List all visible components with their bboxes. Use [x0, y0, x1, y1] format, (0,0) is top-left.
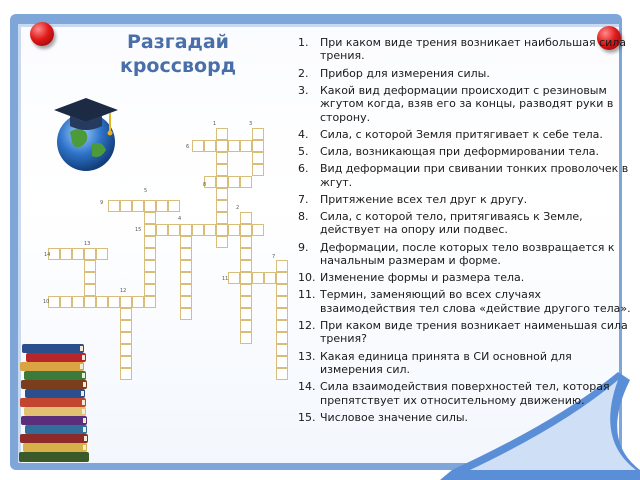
clue-text: Прибор для измерения силы. — [320, 66, 490, 80]
crossword-cell[interactable] — [180, 308, 192, 320]
clue-number: 10. — [298, 271, 316, 285]
crossword-cell[interactable] — [276, 296, 288, 308]
clue-item — [298, 145, 638, 158]
crossword-cell[interactable] — [84, 248, 96, 260]
crossword-title — [118, 30, 238, 78]
crossword-cell[interactable] — [72, 296, 84, 308]
crossword-cell[interactable] — [204, 224, 216, 236]
crossword-cell[interactable] — [216, 128, 228, 140]
crossword-cell[interactable] — [120, 296, 132, 308]
book-stack-icon — [16, 340, 96, 472]
crossword-cell[interactable] — [240, 212, 252, 224]
crossword-cell[interactable] — [180, 296, 192, 308]
crossword-cell[interactable] — [216, 140, 228, 152]
clue-text: Сила, возникающая при деформировании тела. — [320, 145, 599, 159]
crossword-cell[interactable] — [276, 260, 288, 272]
crossword-cell[interactable] — [240, 176, 252, 188]
pushpin-icon — [30, 22, 54, 46]
crossword-cell[interactable] — [96, 248, 108, 260]
clue-item — [298, 411, 638, 424]
crossword-cell[interactable] — [240, 332, 252, 344]
crossword-cell[interactable] — [216, 176, 228, 188]
crossword-cell[interactable] — [144, 248, 156, 260]
crossword-cell[interactable] — [252, 140, 264, 152]
crossword-cell[interactable] — [276, 332, 288, 344]
clue-text: Сила, с которой Земля притягивает к себе тела. — [320, 127, 603, 141]
clue-number: 2. — [298, 66, 309, 80]
crossword-cell[interactable] — [240, 308, 252, 320]
clue-item — [298, 241, 638, 268]
crossword-number: 5 — [144, 188, 148, 194]
crossword-cell[interactable] — [144, 260, 156, 272]
clue-number: 6. — [298, 162, 309, 176]
crossword-cell[interactable] — [60, 248, 72, 260]
clue-item — [298, 271, 638, 284]
title-line-2: кроссворд — [119, 55, 237, 77]
crossword-cell[interactable] — [204, 140, 216, 152]
title-line-1: Разгадай — [126, 31, 229, 53]
crossword-cell[interactable] — [120, 200, 132, 212]
crossword-cell[interactable] — [156, 224, 168, 236]
clue-text: Сила, с которой тело, притягиваясь к Земле, действует на опору или подвес. — [320, 210, 583, 237]
clue-text: Какая единица принята в СИ основной для измерения сил. — [320, 349, 572, 377]
crossword-cell[interactable] — [120, 308, 132, 320]
crossword-cell[interactable] — [228, 140, 240, 152]
clue-number: 1. — [298, 36, 309, 49]
clue-number: 12. — [298, 319, 316, 333]
crossword-cell[interactable] — [120, 332, 132, 344]
crossword-cell[interactable] — [276, 308, 288, 320]
crossword-cell[interactable] — [228, 176, 240, 188]
crossword-number: 4 — [178, 216, 182, 222]
crossword-cell[interactable] — [276, 284, 288, 296]
crossword-cell[interactable] — [228, 224, 240, 236]
crossword-cell[interactable] — [228, 272, 240, 284]
clue-item — [298, 350, 638, 377]
crossword-number: 7 — [272, 254, 276, 260]
clue-text: При каком виде трения возникает наибольшая сила трения. — [320, 36, 627, 63]
crossword-cell[interactable] — [240, 224, 252, 236]
crossword-cell[interactable] — [144, 200, 156, 212]
crossword-cell[interactable] — [180, 224, 192, 236]
crossword-cell[interactable] — [84, 284, 96, 296]
crossword-cell[interactable] — [144, 284, 156, 296]
crossword-cell[interactable] — [156, 200, 168, 212]
crossword-cell[interactable] — [240, 320, 252, 332]
clue-text: Изменение формы и размера тела. — [320, 271, 525, 285]
clue-item — [298, 67, 638, 80]
crossword-cell[interactable] — [144, 212, 156, 224]
clue-text: Сила взаимодействия поверхностей тел, которая препятствует их относительному движению. — [320, 380, 610, 407]
crossword-number: 3 — [249, 121, 253, 127]
crossword-cell[interactable] — [252, 152, 264, 164]
crossword-cell[interactable] — [264, 272, 276, 284]
crossword-cell[interactable] — [240, 248, 252, 260]
crossword-cell[interactable] — [96, 296, 108, 308]
crossword-number: 9 — [100, 200, 104, 206]
crossword-number: 6 — [186, 144, 190, 150]
crossword-cell[interactable] — [240, 284, 252, 296]
crossword-cell[interactable] — [276, 356, 288, 368]
crossword-number: 1 — [213, 121, 217, 127]
crossword-cell[interactable] — [84, 260, 96, 272]
crossword-cell[interactable] — [216, 236, 228, 248]
clue-item — [298, 380, 638, 407]
clue-number: 11. — [298, 288, 316, 302]
crossword-cell[interactable] — [276, 320, 288, 332]
clue-number: 13. — [298, 349, 316, 363]
clue-item — [298, 210, 638, 237]
crossword-cell[interactable] — [180, 248, 192, 260]
clue-list — [298, 36, 638, 428]
crossword-cell[interactable] — [180, 260, 192, 272]
crossword-cell[interactable] — [108, 296, 120, 308]
clue-item — [298, 288, 638, 315]
crossword-number: 15 — [135, 227, 142, 233]
clue-number: 8. — [298, 210, 309, 224]
crossword-cell[interactable] — [144, 224, 156, 236]
clue-item — [298, 36, 638, 63]
clue-number: 15. — [298, 410, 316, 424]
crossword-cell[interactable] — [48, 296, 60, 308]
clue-number: 7. — [298, 192, 309, 206]
crossword-number: 10 — [43, 299, 50, 305]
clue-number: 5. — [298, 145, 309, 159]
clue-text: При каком виде трения возникает наименьшая сила трения? — [320, 319, 628, 346]
clue-item — [298, 162, 638, 189]
crossword-cell[interactable] — [144, 236, 156, 248]
crossword-cell[interactable] — [216, 164, 228, 176]
crossword-cell[interactable] — [132, 200, 144, 212]
crossword-cell[interactable] — [132, 296, 144, 308]
clue-text: Термин, заменяющий во всех случаях взаимодействия тел слова «действие другого тела». — [320, 288, 631, 315]
clue-item — [298, 193, 638, 206]
crossword-number: 14 — [44, 252, 51, 258]
crossword-cell[interactable] — [240, 140, 252, 152]
crossword-cell[interactable] — [144, 296, 156, 308]
crossword-number: 13 — [84, 241, 91, 247]
crossword-cell[interactable] — [216, 200, 228, 212]
crossword-cell[interactable] — [168, 200, 180, 212]
crossword-cell[interactable] — [180, 272, 192, 284]
crossword-cell[interactable] — [240, 236, 252, 248]
clue-text: Притяжение всех тел друг к другу. — [320, 192, 528, 206]
crossword-cell[interactable] — [240, 260, 252, 272]
crossword-cell[interactable] — [252, 164, 264, 176]
crossword-cell[interactable] — [252, 224, 264, 236]
crossword-cell[interactable] — [192, 224, 204, 236]
crossword-cell[interactable] — [216, 152, 228, 164]
crossword-cell[interactable] — [240, 272, 252, 284]
crossword-cell[interactable] — [216, 188, 228, 200]
crossword-cell[interactable] — [216, 212, 228, 224]
crossword-cell[interactable] — [72, 248, 84, 260]
crossword-cell[interactable] — [120, 356, 132, 368]
clue-number: 4. — [298, 127, 309, 141]
graduation-cap-globe-icon — [50, 92, 120, 174]
crossword-cell[interactable] — [108, 200, 120, 212]
crossword-cell[interactable] — [252, 128, 264, 140]
clue-text: Числовое значение силы. — [320, 410, 469, 424]
crossword-number: 8 — [203, 182, 207, 188]
clue-text: Деформации, после которых тело возвращается к начальным размерам и форме. — [320, 240, 615, 268]
crossword-number: 2 — [236, 205, 240, 211]
crossword-cell[interactable] — [144, 272, 156, 284]
crossword-cell[interactable] — [180, 284, 192, 296]
clue-item — [298, 319, 638, 346]
crossword-cell[interactable] — [120, 320, 132, 332]
crossword-number: 11 — [222, 276, 229, 282]
crossword-number: 12 — [120, 288, 127, 294]
clue-item — [298, 128, 638, 141]
crossword-cell[interactable] — [252, 272, 264, 284]
crossword-cell[interactable] — [84, 296, 96, 308]
crossword-cell[interactable] — [180, 236, 192, 248]
crossword-cell[interactable] — [168, 224, 180, 236]
crossword-cell[interactable] — [276, 272, 288, 284]
crossword-cell[interactable] — [84, 272, 96, 284]
crossword-cell[interactable] — [120, 368, 132, 380]
clue-text: Вид деформации при свивании тонких проволочек в жгут. — [320, 162, 629, 189]
crossword-cell[interactable] — [216, 224, 228, 236]
crossword-cell[interactable] — [192, 140, 204, 152]
crossword-cell[interactable] — [276, 368, 288, 380]
crossword-cell[interactable] — [60, 296, 72, 308]
clue-number: 9. — [298, 240, 309, 254]
clue-item — [298, 84, 638, 124]
clue-text: Какой вид деформации происходит с резиновым жгутом когда, взяв его за концы, разводят руки в сторону. — [320, 83, 614, 124]
crossword-cell[interactable] — [120, 344, 132, 356]
clue-number: 14. — [298, 380, 316, 394]
crossword-cell[interactable] — [240, 296, 252, 308]
clue-number: 3. — [298, 83, 309, 97]
crossword-cell[interactable] — [276, 344, 288, 356]
